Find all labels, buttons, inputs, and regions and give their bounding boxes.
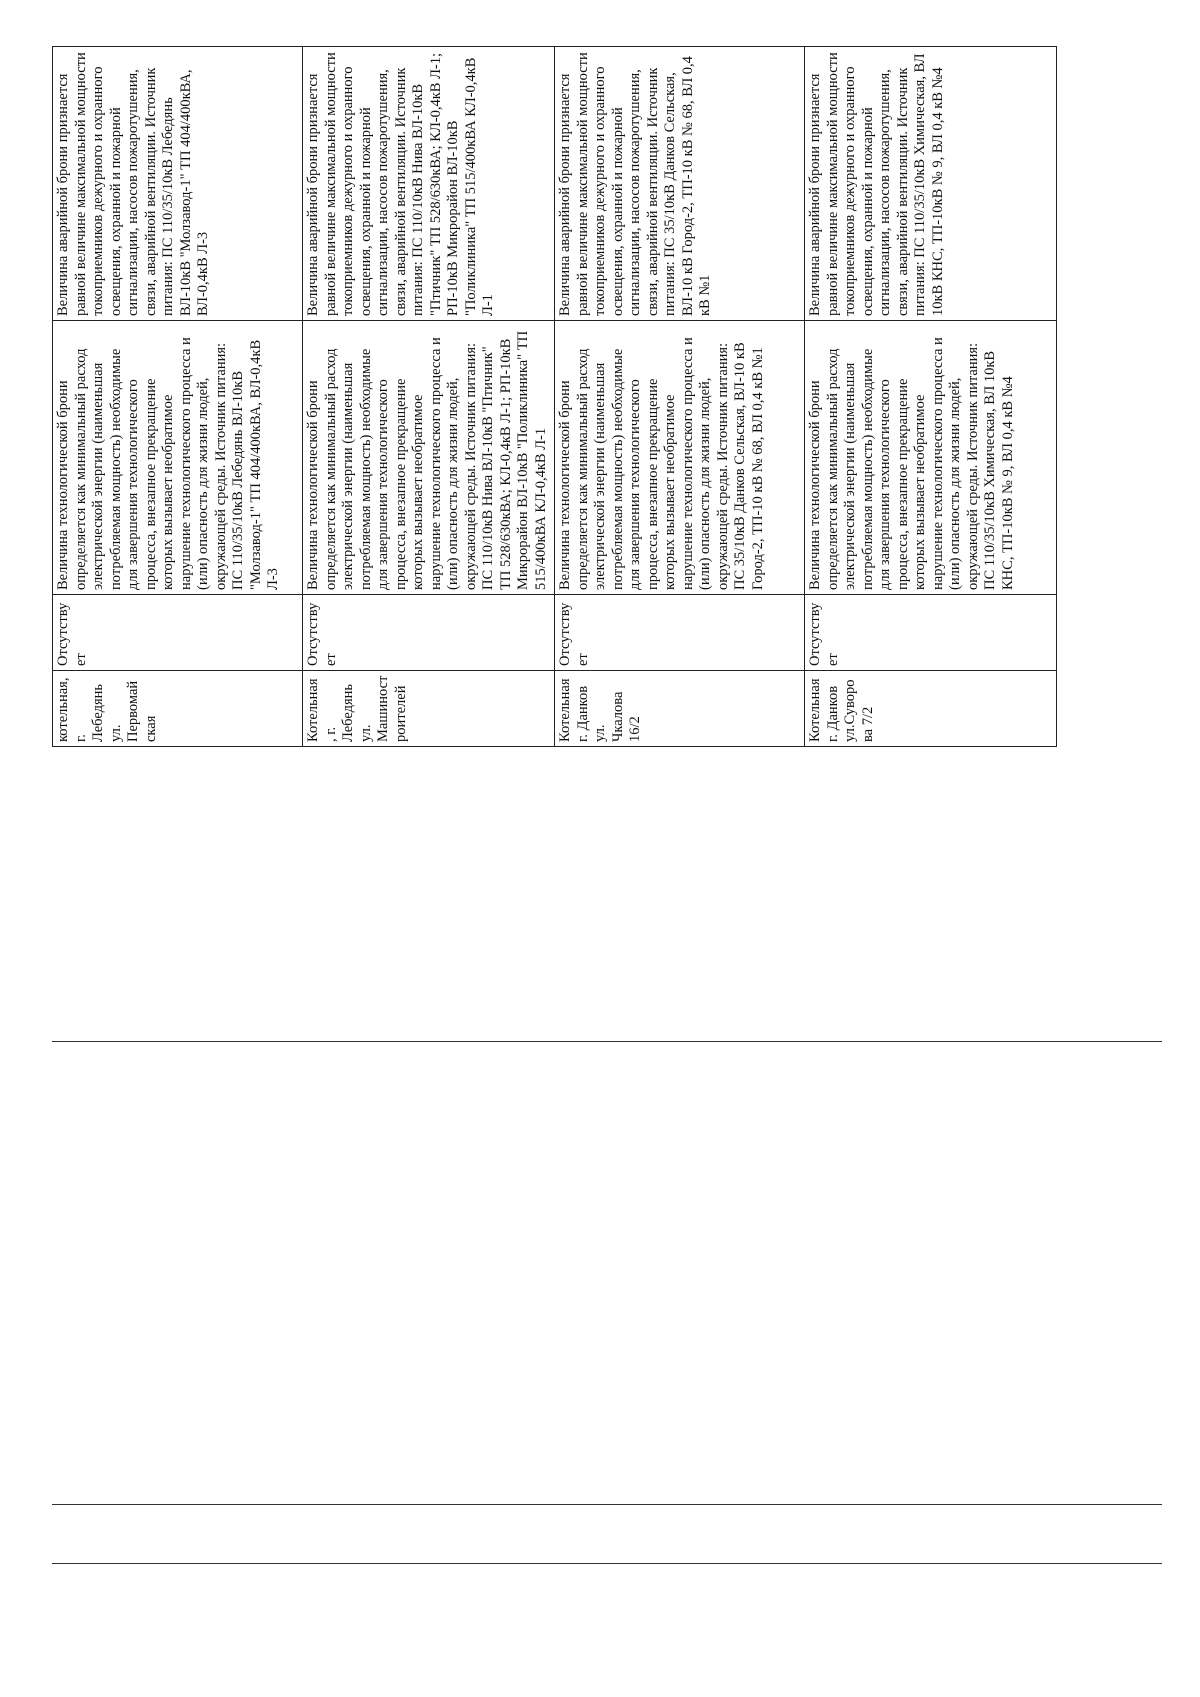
emergency-reserve-cell: Величина аварийной брони признается равной величине максимальной мощности токоприемников дежурного и охранного освещения, охранной и пожарной сигнализации, насосов пожаротушения, связи, аварийной вентиляции. Источник питания: ПС 110/10кВ Нива ВЛ-10кВ "Птичник" ТП 528/630кВА; КЛ-0,4кВ Л-1; РП-10кВ Микрорайон ВЛ-10кВ "Поликлиника" ТП 515/400кВА КЛ-0,4кВ Л-1: [303, 47, 555, 321]
status-cell: Отсутствует: [303, 595, 555, 671]
technological-reserve-cell: Величина технологической брони определяется как минимальный расход электрической энергии (наименьшая потребляемая мощность) необходимые для завершения технологического процесса, внезапное прекращение которых вызывает необратимое нарушение технологического процесса и (или) опасность для жизни людей, окружающей среды. Источник питания: ПС 110/35/10кВ Химическая, ВЛ 10кВ КНС, ТП-10кВ № 9, ВЛ 0,4 кВ №4: [805, 321, 1057, 595]
emergency-reserve-cell: Величина аварийной брони признается равной величине максимальной мощности токоприемников дежурного и охранного освещения, охранной и пожарной сигнализации, насосов пожаротушения, связи, аварийной вентиляции. Источник питания: ПС 110/35/10кВ Химическая, ВЛ 10кВ КНС, ТП-10кВ № 9, ВЛ 0,4 кВ №4: [805, 47, 1057, 321]
blank-line-2: [52, 1504, 1162, 1505]
status-cell: Отсутствует: [53, 595, 303, 671]
object-name-cell: Котельная г. Данков ул.Суворова 7/2: [805, 671, 1057, 747]
table-row: [555, 47, 805, 747]
technological-reserve-cell: Величина технологической брони определяется как минимальный расход электрической энергии (наименьшая потребляемая мощность) необходимые для завершения технологического процесса, внезапное прекращение которых вызывает необратимое нарушение технологического процесса и (или) опасность для жизни людей, окружающей среды. Источник питания: ПС 110/35/10кВ Лебедянь ВЛ-10кВ "Молзавод-1" ТП 404/400кВА, ВЛ-0,4кВ Л-3: [53, 321, 303, 595]
table-row: [805, 47, 1057, 747]
object-name-cell: котельная, г. Лебедянь ул. Первомайская: [53, 671, 303, 747]
object-name-cell: Котельная, г. Лебедянь ул. Машиностроителей: [303, 671, 555, 747]
blank-line-3: [52, 1563, 1162, 1564]
power-reservation-table: [52, 46, 1057, 747]
emergency-reserve-cell: Величина аварийной брони признается равной величине максимальной мощности токоприемников дежурного и охранного освещения, охранной и пожарной сигнализации, насосов пожаротушения, связи, аварийной вентиляции. Источник питания: ПС 35/10кВ Данков Сельская, ВЛ-10 кВ Город-2, ТП-10 кВ № 68, ВЛ 0,4 кВ №1: [555, 47, 805, 321]
emergency-reserve-cell: Величина аварийной брони признается равной величине максимальной мощности токоприемников дежурного и охранного освещения, охранной и пожарной сигнализации, насосов пожаротушения, связи, аварийной вентиляции. Источник питания: ПС 110/35/10кВ Лебедянь ВЛ-10кВ "Молзавод-1" ТП 404/400кВА, ВЛ-0,4кВ Л-3: [53, 47, 303, 321]
technological-reserve-cell: Величина технологической брони определяется как минимальный расход электрической энергии (наименьшая потребляемая мощность) необходимые для завершения технологического процесса, внезапное прекращение которых вызывает необратимое нарушение технологического процесса и (или) опасность для жизни людей, окружающей среды. Источник питания: ПС 110/10кВ Нива ВЛ-10кВ "Птичник" ТП 528/630кВА; КЛ-0,4кВ Л-1; РП-10кВ Микрорайон ВЛ-10кВ "Поликлиника" ТП 515/400кВА КЛ-0,4кВ Л-1: [303, 321, 555, 595]
blank-line-1: [52, 1041, 1162, 1042]
object-name-cell: Котельная г. Данков ул. Чкалова 16/2: [555, 671, 805, 747]
table-row: [303, 47, 555, 747]
status-cell: Отсутствует: [555, 595, 805, 671]
status-cell: Отсутствует: [805, 595, 1057, 671]
technological-reserve-cell: Величина технологической брони определяется как минимальный расход электрической энергии (наименьшая потребляемая мощность) необходимые для завершения технологического процесса, внезапное прекращение которых вызывает необратимое нарушение технологического процесса и (или) опасность для жизни людей, окружающей среды. Источник питания: ПС 35/10кВ Данков Сельская, ВЛ-10 кВ Город-2, ТП-10 кВ № 68, ВЛ 0,4 кВ №1: [555, 321, 805, 595]
table-row: [53, 47, 303, 747]
